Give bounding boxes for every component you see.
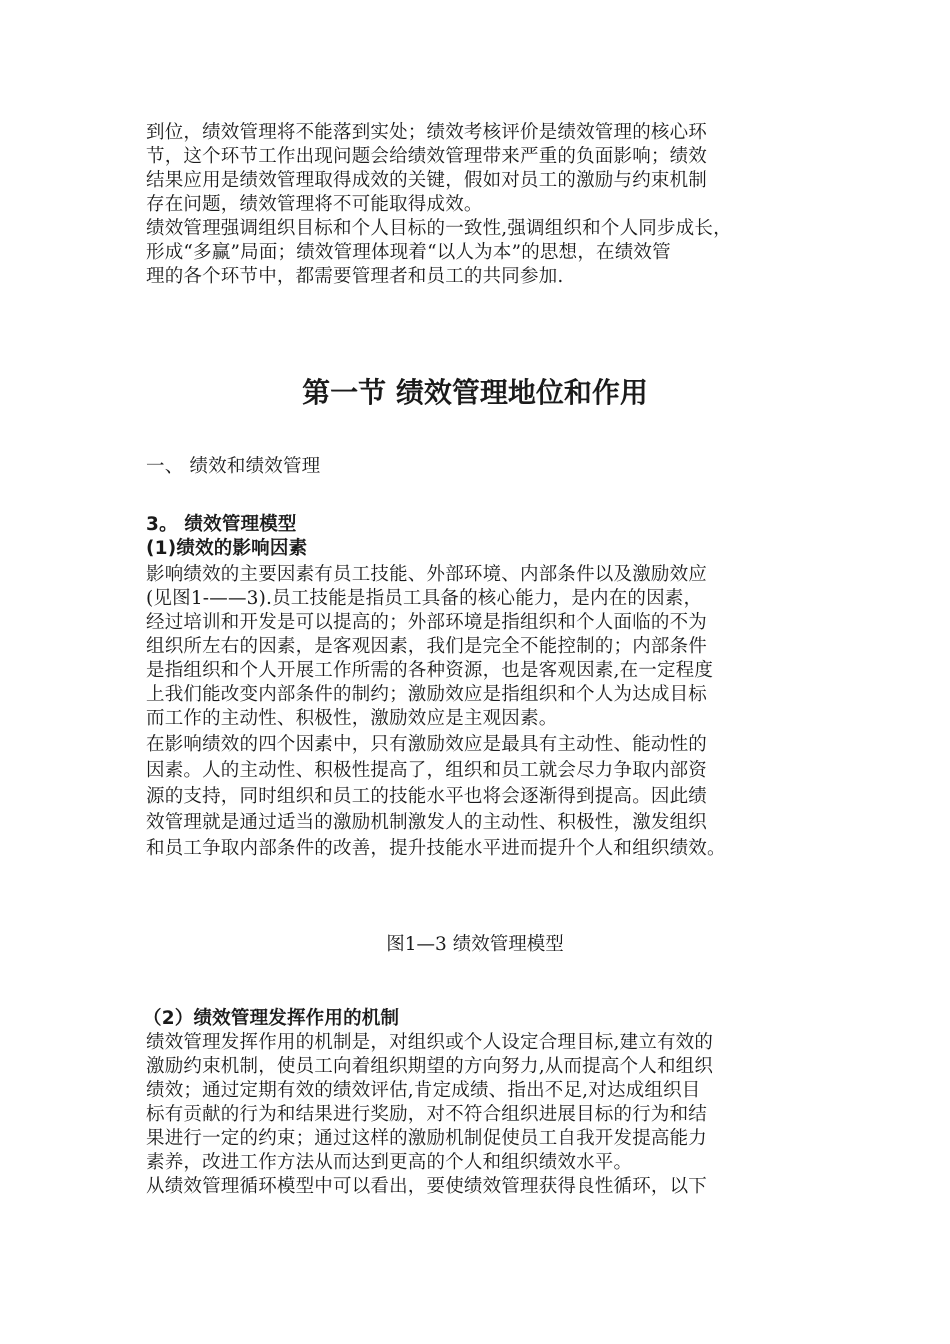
text-line: 绩效管理发挥作用的机制是，对组织或个人设定合理目标,建立有效的 xyxy=(146,1032,714,1053)
text-line: 源的支持，同时组织和员工的技能水平也将会逐渐得到提高。因此绩 xyxy=(146,786,708,807)
text-line: 因素。人的主动性、积极性提高了，组织和员工就会尽力争取内部资 xyxy=(146,760,708,781)
text-line: (见图1-——3).员工技能是指员工具备的核心能力，是内在的因素， xyxy=(146,588,703,609)
text-line: 果进行一定的约束；通过这样的激励机制促使员工自我开发提高能力 xyxy=(146,1128,708,1149)
text-line: 效管理就是通过适当的激励机制激发人的主动性、积极性，激发组织 xyxy=(146,812,708,833)
text-line: 素养，改进工作方法从而达到更高的个人和组织绩效水平。 xyxy=(146,1152,633,1173)
text-line: 节，这个环节工作出现问题会给绩效管理带来严重的负面影响；绩效 xyxy=(146,146,708,167)
text-line: 影响绩效的主要因素有员工技能、外部环境、内部条件以及激励效应 xyxy=(146,564,708,585)
text-line: 绩效；通过定期有效的绩效评估,肯定成绩、指出不足,对达成组织目 xyxy=(146,1080,701,1101)
heading-influencing-factors: (1)绩效的影响因素 xyxy=(146,538,308,559)
text-line: 从绩效管理循环模型中可以看出，要使绩效管理获得良性循环，以下 xyxy=(146,1176,708,1197)
heading-performance-model: 3。 绩效管理模型 xyxy=(146,514,297,535)
text-line: 激励约束机制，使员工向着组织期望的方向努力,从而提高个人和组织 xyxy=(146,1056,714,1077)
text-line: 经过培训和开发是可以提高的；外部环境是指组织和个人面临的不为 xyxy=(146,612,708,633)
text-line: 标有贡献的行为和结果进行奖励，对不符合组织进展目标的行为和结 xyxy=(146,1104,708,1125)
text-line: 和员工争取内部条件的改善，提升技能水平进而提升个人和组织绩效。 xyxy=(146,838,726,859)
text-line: 存在问题，绩效管理将不可能取得成效。 xyxy=(146,194,483,215)
text-line: 绩效管理强调组织目标和个人目标的一致性,强调组织和个人同步成长， xyxy=(146,218,732,239)
heading-mechanism: （2）绩效管理发挥作用的机制 xyxy=(143,1008,400,1029)
text-line: 是指组织和个人开展工作所需的各种资源，也是客观因素,在一定程度 xyxy=(146,660,714,681)
text-line: 组织所左右的因素，是客观因素，我们是完全不能控制的；内部条件 xyxy=(146,636,708,657)
subsection-heading: 一、 绩效和绩效管理 xyxy=(146,456,321,477)
text-line: 而工作的主动性、积极性，激励效应是主观因素。 xyxy=(146,708,558,729)
figure-caption: 图1—3 绩效管理模型 xyxy=(386,934,564,955)
text-line: 在影响绩效的四个因素中，只有激励效应是最具有主动性、能动性的 xyxy=(146,734,708,755)
text-line: 到位，绩效管理将不能落到实处；绩效考核评价是绩效管理的核心环 xyxy=(146,122,708,143)
text-line: 理的各个环节中，都需要管理者和员工的共同参加. xyxy=(146,266,564,287)
section-title: 第一节 绩效管理地位和作用 xyxy=(302,376,648,409)
text-line: 结果应用是绩效管理取得成效的关键，假如对员工的激励与约束机制 xyxy=(146,170,708,191)
text-line: 上我们能改变内部条件的制约；激励效应是指组织和个人为达成目标 xyxy=(146,684,708,705)
text-line: 形成“多赢”局面；绩效管理体现着“以人为本”的思想，在绩效管 xyxy=(146,242,671,263)
